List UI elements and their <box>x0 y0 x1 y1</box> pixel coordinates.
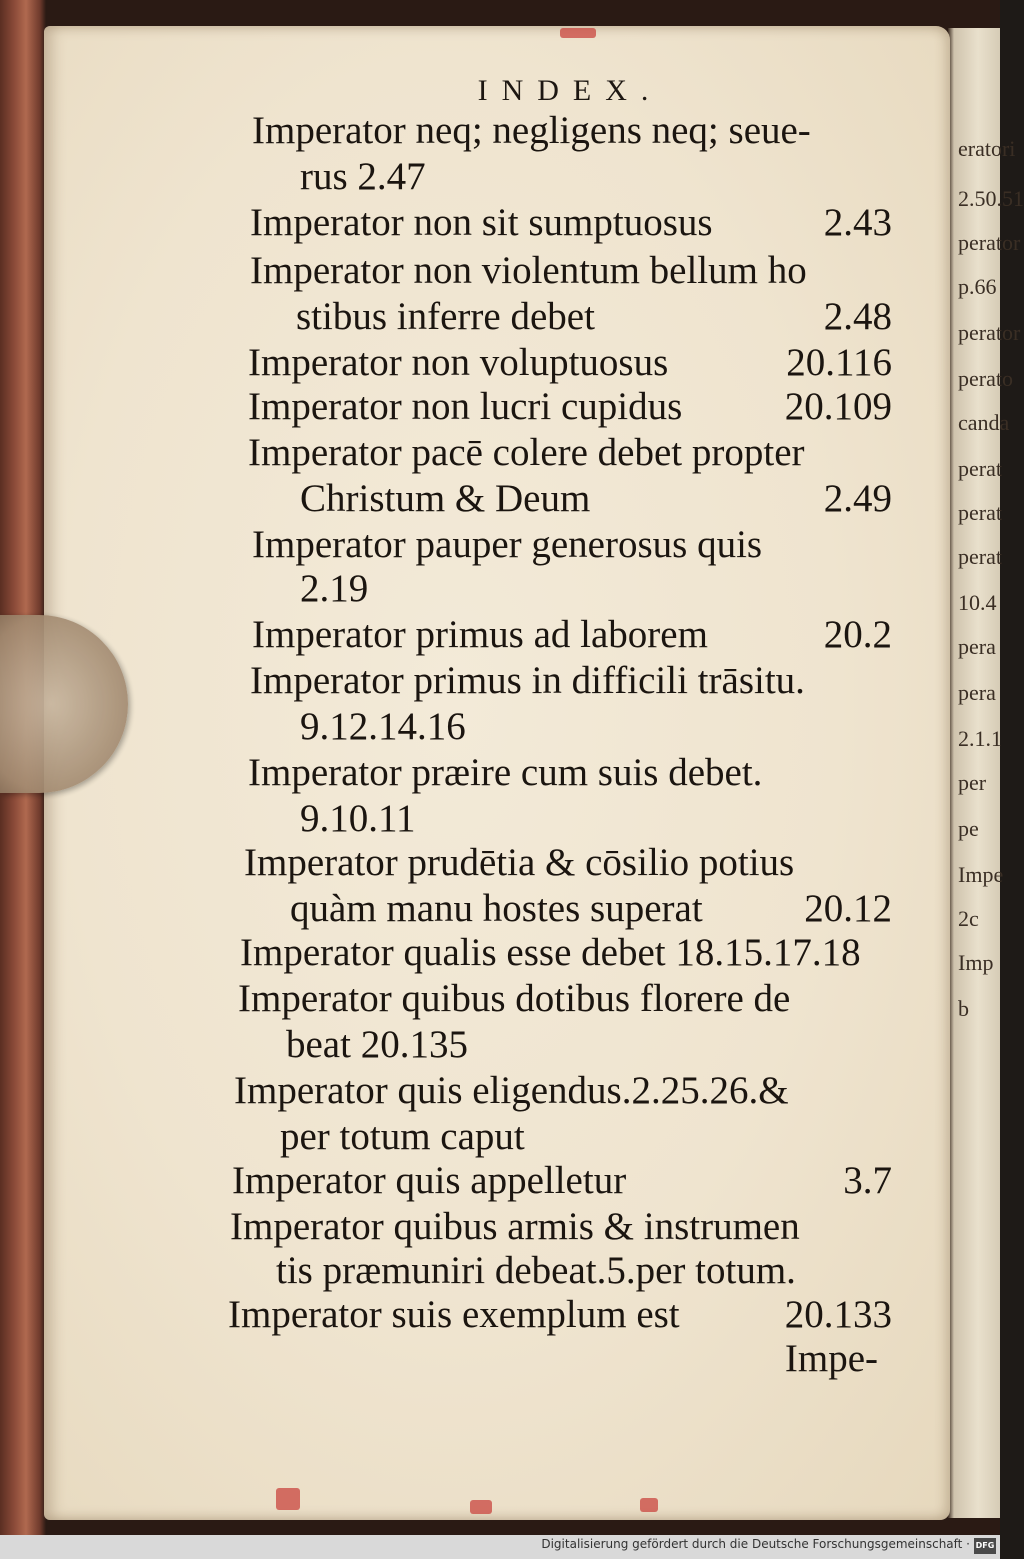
index-line <box>0 108 1000 154</box>
adjacent-text: Impe <box>958 862 1004 887</box>
entry-text: stibus inferre debet <box>296 295 595 338</box>
index-line <box>0 840 1000 886</box>
entry-text: Imperator primus ad laborem <box>252 613 708 656</box>
index-line <box>0 1068 1000 1114</box>
adjacent-text: pera <box>958 680 996 705</box>
footer-bar <box>0 1535 1000 1559</box>
entry-text: Imperator neq; negligens neq; seue- <box>252 109 811 152</box>
page-title: INDEX. <box>477 74 663 107</box>
dfg-logo-icon: DFG <box>974 1538 996 1554</box>
entry-ref: 20.133 <box>784 1293 892 1336</box>
adjacent-text: 2.1.1 <box>958 726 1002 751</box>
index-line <box>0 796 1000 842</box>
red-edge-stain <box>560 28 596 38</box>
index-line <box>0 1022 1000 1068</box>
adjacent-text: perat <box>958 544 1002 569</box>
index-line <box>0 294 1000 340</box>
red-edge-stain <box>640 1498 658 1512</box>
adjacent-text: canda <box>958 410 1010 435</box>
entry-ref: 20.12 <box>804 887 892 930</box>
catchword: Impe- <box>784 1337 878 1380</box>
index-line <box>0 1292 1000 1338</box>
adjacent-text: perator <box>958 230 1021 255</box>
entry-text: Imperator pacē colere debet propter <box>248 431 805 474</box>
entry-text: 9.10.11 <box>300 797 416 840</box>
entry-text: Imperator non lucri cupidus <box>248 385 683 428</box>
index-line <box>0 248 1000 294</box>
entry-text: Imperator quibus dotibus florere de <box>238 977 791 1020</box>
index-line <box>0 1158 1000 1204</box>
entry-text: Imperator prudētia & cōsilio potius <box>244 841 795 884</box>
adjacent-text: 10.4 <box>958 590 997 615</box>
index-line <box>0 704 1000 750</box>
adjacent-text: pe <box>958 816 979 841</box>
index-line <box>0 340 1000 386</box>
entry-ref: 2.43 <box>823 201 892 244</box>
index-line <box>0 476 1000 522</box>
entry-ref: 3.7 <box>843 1159 892 1202</box>
entry-text: beat 20.135 <box>286 1023 468 1066</box>
index-line <box>0 566 1000 612</box>
entry-text: tis præmuniri debeat.5.per totum. <box>276 1249 796 1292</box>
entry-text: 2.19 <box>300 567 369 610</box>
entry-text: Imperator non violentum bellum ho <box>250 249 807 292</box>
entry-text: Imperator pauper generosus quis <box>252 523 763 566</box>
adjacent-text: p.66 <box>958 274 997 299</box>
entry-text: quàm manu hostes superat <box>290 887 703 930</box>
adjacent-text: Imp <box>958 950 994 975</box>
entry-text: Imperator non voluptuosus <box>248 341 669 384</box>
entry-text: Imperator quis appelletur <box>232 1159 627 1202</box>
index-line <box>0 976 1000 1022</box>
entry-text: Imperator quis eligendus.2.25.26.& <box>234 1069 789 1112</box>
red-edge-stain <box>470 1500 492 1514</box>
entry-ref: 20.109 <box>784 385 892 428</box>
index-line <box>0 384 1000 430</box>
index-line <box>0 430 1000 476</box>
adjacent-text: 2c <box>958 906 979 931</box>
entry-text: per totum caput <box>280 1115 525 1158</box>
index-line <box>0 522 1000 568</box>
entry-text: Imperator quibus armis & instrumen <box>230 1205 800 1248</box>
entry-ref: 20.2 <box>823 613 892 656</box>
adjacent-text: eratori <box>958 136 1016 161</box>
adjacent-text: b <box>958 996 969 1021</box>
adjacent-text: perat <box>958 456 1002 481</box>
footer-credit: Digitalisierung gefördert durch die Deutsche Forschungsgemeinschaft · <box>541 1537 970 1551</box>
entry-text: rus 2.47 <box>300 155 426 198</box>
adjacent-text: perat <box>958 500 1002 525</box>
entry-text: Imperator qualis esse debet 18.15.17.18 <box>240 931 861 974</box>
index-line <box>0 612 1000 658</box>
adjacent-text: 2.50.51 <box>958 186 1024 211</box>
entry-text: Christum & Deum <box>300 477 591 520</box>
entry-text: Imperator præire cum suis debet. <box>248 751 763 794</box>
index-line <box>0 886 1000 932</box>
entry-text: Imperator suis exemplum est <box>228 1293 680 1336</box>
entry-text: Imperator non sit sumptuosus <box>250 201 713 244</box>
entry-text: Imperator primus in difficili trāsitu. <box>250 659 805 702</box>
adjacent-text: perato <box>958 366 1013 391</box>
index-line <box>0 154 1000 200</box>
entry-ref: 2.49 <box>823 477 892 520</box>
entry-ref: 2.48 <box>823 295 892 338</box>
entry-ref: 20.116 <box>786 341 892 384</box>
adjacent-text: per <box>958 770 987 795</box>
index-line <box>0 200 1000 246</box>
index-line <box>0 658 1000 704</box>
index-line <box>0 1248 1000 1294</box>
adjacent-text: pera <box>958 634 996 659</box>
adjacent-text: perator <box>958 320 1021 345</box>
index-line <box>0 1204 1000 1250</box>
index-line <box>0 1114 1000 1160</box>
red-edge-stain <box>276 1488 300 1510</box>
index-line <box>0 930 1000 976</box>
index-line <box>0 750 1000 796</box>
entry-text: 9.12.14.16 <box>300 705 466 748</box>
